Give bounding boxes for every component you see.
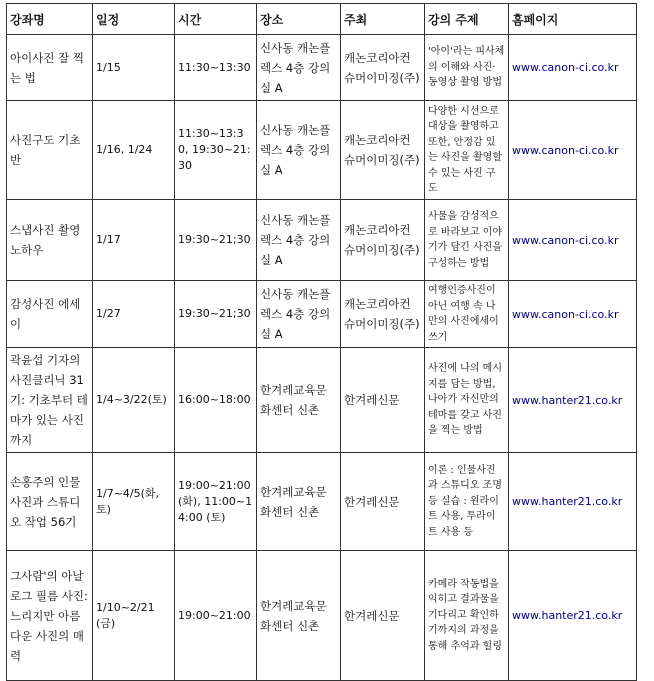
course-host: 캐논코리아컨슈머이미징(주) xyxy=(341,101,425,200)
course-name: 감성사진 에세이 xyxy=(7,281,93,348)
table-row xyxy=(7,281,637,348)
course-schedule: 1/7~4/5(화, 토) xyxy=(93,453,175,551)
course-schedule: 1/10~2/21(금) xyxy=(93,551,175,681)
course-time: 16:00~18:00 xyxy=(175,348,257,453)
course-host: 캐논코리아컨슈머이미징(주) xyxy=(341,200,425,281)
course-host: 캐논코리아컨슈머이미징(주) xyxy=(341,35,425,101)
course-place: 신사동 캐논플렉스 4층 강의실 A xyxy=(257,35,341,101)
course-schedule: 1/4~3/22(토) xyxy=(93,348,175,453)
course-topic: 카메라 작동법을 익히고 결과물을 기다리고 확인하기까지의 과정을 통해 추억과 힐링 xyxy=(425,551,509,681)
homepage-link[interactable]: www.canon-ci.co.kr xyxy=(509,101,637,200)
course-host: 한겨레신문 xyxy=(341,551,425,681)
header-homepage: 홈페이지 xyxy=(509,4,637,35)
course-name: 그사람'의 아날로그 필름 사진: 느리지만 아름다운 사진의 매력 xyxy=(7,551,93,681)
table-row xyxy=(7,348,637,453)
course-place: 신사동 캐논플렉스 4층 강의실 A xyxy=(257,200,341,281)
course-place: 한겨레교육문화센터 신촌 xyxy=(257,453,341,551)
course-schedule: 1/16, 1/24 xyxy=(93,101,175,200)
course-topic: 이론 : 인물사진과 스튜디오 조명 등 실습 : 윈라이트 사용, 투라이트 사용 등 xyxy=(425,453,509,551)
course-topic: 사물을 감성적으로 바라보고 이야기가 담긴 사진을 구성하는 방법 xyxy=(425,200,509,281)
course-time: 11:30~13:30 xyxy=(175,35,257,101)
header-place: 장소 xyxy=(257,4,341,35)
course-place: 한겨레교육문화센터 신촌 xyxy=(257,551,341,681)
course-host: 한겨레신문 xyxy=(341,453,425,551)
homepage-link[interactable]: www.hanter21.co.kr xyxy=(509,551,637,681)
course-topic: 여행인증사진이 아닌 여행 속 나만의 사진에세이 쓰기 xyxy=(425,281,509,348)
course-name: 곽윤섭 기자의 사진클리닉 31기: 기초부터 테마가 있는 사진까지 xyxy=(7,348,93,453)
course-time: 19:00~21:00 xyxy=(175,551,257,681)
course-time: 19:30~21;30 xyxy=(175,200,257,281)
header-host: 주최 xyxy=(341,4,425,35)
homepage-link[interactable]: www.canon-ci.co.kr xyxy=(509,200,637,281)
table-row xyxy=(7,551,637,681)
course-name: 아이사진 잘 찍는 법 xyxy=(7,35,93,101)
header-schedule: 일정 xyxy=(93,4,175,35)
course-schedule: 1/15 xyxy=(93,35,175,101)
header-time: 시간 xyxy=(175,4,257,35)
course-topic: 다양한 시선으로 대상을 촬영하고 또한, 안정감 있는 사진을 촬영할 수 있는 사진 구도 xyxy=(425,101,509,200)
header-course: 강좌명 xyxy=(7,4,93,35)
course-time: 19:00~21:00 (화), 11:00~14:00 (토) xyxy=(175,453,257,551)
homepage-link[interactable]: www.hanter21.co.kr xyxy=(509,453,637,551)
homepage-link[interactable]: www.canon-ci.co.kr xyxy=(509,35,637,101)
course-host: 캐논코리아컨슈머이미징(주) xyxy=(341,281,425,348)
table-row xyxy=(7,453,637,551)
course-topic: '아이'라는 피사체의 이해와 사진·동영상 촬영 방법 xyxy=(425,35,509,101)
homepage-link[interactable]: www.canon-ci.co.kr xyxy=(509,281,637,348)
course-host: 한겨레신문 xyxy=(341,348,425,453)
table-row xyxy=(7,35,637,101)
homepage-link[interactable]: www.hanter21.co.kr xyxy=(509,348,637,453)
header-topic: 강의 주제 xyxy=(425,4,509,35)
course-place: 한겨레교육문화센터 신촌 xyxy=(257,348,341,453)
course-schedule: 1/27 xyxy=(93,281,175,348)
header-row xyxy=(7,4,637,35)
course-place: 신사동 캐논플렉스 4층 강의실 A xyxy=(257,101,341,200)
table-row xyxy=(7,200,637,281)
course-name: 손홍주의 인물사진과 스튜디오 작업 56기 xyxy=(7,453,93,551)
course-time: 11:30~13:30, 19:30~21:30 xyxy=(175,101,257,200)
course-time: 19:30~21;30 xyxy=(175,281,257,348)
photo-course-schedule-table xyxy=(6,3,637,681)
course-schedule: 1/17 xyxy=(93,200,175,281)
table-row xyxy=(7,101,637,200)
course-place: 신사동 캐논플렉스 4층 강의실 A xyxy=(257,281,341,348)
course-name: 스냅사진 촬영노하우 xyxy=(7,200,93,281)
course-topic: 사진에 나의 메시지를 담는 방법, 나아가 자신만의 테마를 갖고 사진을 찍는 방법 xyxy=(425,348,509,453)
course-name: 사진구도 기초반 xyxy=(7,101,93,200)
